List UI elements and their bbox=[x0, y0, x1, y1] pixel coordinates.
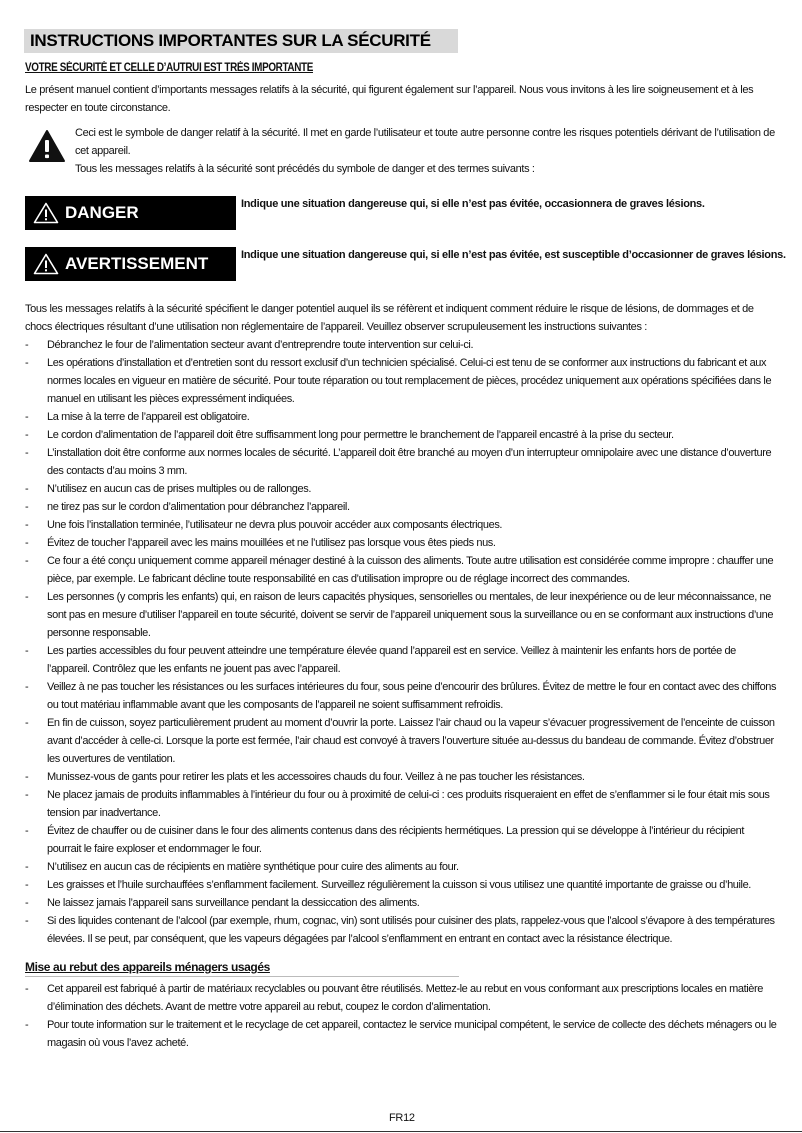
list-item-text: La mise à la terre de l’appareil est obligatoire. bbox=[47, 411, 250, 423]
symbol-explanation-line2: Tous les messages relatifs à la sécurité sont précédés du symbole de danger et des termes suivants : bbox=[75, 163, 535, 175]
list-item bbox=[25, 768, 780, 786]
list-dash: - bbox=[25, 897, 29, 909]
section-subtitle: VOTRE SÉCURITÉ ET CELLE D’AUTRUI EST TRÈS IMPORTANTE bbox=[25, 62, 313, 74]
list-item bbox=[25, 516, 780, 534]
list-dash: - bbox=[25, 429, 29, 441]
list-dash: - bbox=[25, 483, 29, 495]
list-item-text: En fin de cuisson, soyez particulièrement prudent au moment d’ouvrir la porte. Laissez l’air chaud ou la vapeur s’évacuer progressivement de l’enceinte de cuisson avant d’accéder à celle-ci. Lorsque la porte est fermée, l’air chaud est convoyé à travers l’ouverture située au-dessus du bandeau de commande. Évitez d’obstruer les ouvertures de ventilation. bbox=[47, 717, 775, 765]
safety-rules-list bbox=[25, 336, 780, 948]
disposal-heading: Mise au rebut des appareils ménagers usagés bbox=[25, 960, 270, 974]
list-item bbox=[25, 426, 780, 444]
list-dash: - bbox=[25, 537, 29, 549]
list-dash: - bbox=[25, 555, 29, 567]
danger-description: Indique une situation dangereuse qui, si elle n’est pas évitée, occasionnera de graves lésions. bbox=[241, 198, 705, 210]
list-item-text: N’utilisez en aucun cas de prises multiples ou de rallonges. bbox=[47, 483, 311, 495]
list-dash: - bbox=[25, 717, 29, 729]
list-item bbox=[25, 534, 780, 552]
warning-triangle-icon bbox=[28, 129, 66, 163]
disposal-rules-list bbox=[25, 980, 780, 1052]
list-item-text: Les personnes (y compris les enfants) qui, en raison de leurs capacités physiques, sensorielles ou mentales, de leur inexpérience ou de leur méconnaissance, ne sont pas en mesure d’utiliser l’appareil en toute sécurité, doivent se servir de l’appareil uniquement sous la surveillance ou en se conformant aux instructions d’une personne responsable. bbox=[47, 591, 774, 639]
list-item-text: Ne placez jamais de produits inflammables à l’intérieur du four ou à proximité de celui-ci : ces produits risqueraient en effet de s’enflammer si le four était mis sous tension par inadvertance. bbox=[47, 789, 770, 819]
list-item bbox=[25, 444, 780, 480]
warning-badge bbox=[25, 247, 236, 281]
list-item-text: Le cordon d’alimentation de l’appareil doit être suffisamment long pour permettre le branchement de l’appareil encastré à la prise du secteur. bbox=[47, 429, 674, 441]
list-dash: - bbox=[25, 771, 29, 783]
list-item bbox=[25, 858, 780, 876]
list-item bbox=[25, 822, 780, 858]
footer-divider bbox=[0, 1131, 802, 1132]
danger-label: DANGER bbox=[65, 203, 139, 222]
instructions-lead: Tous les messages relatifs à la sécurité spécifient le danger potentiel auquel ils se réfèrent et indiquent comment réduire le risque de lésions, de dommages et de chocs électriques résultant d’une utilisation non réglementaire de l’appareil. Veuillez observer scrupuleusement les instructions suivantes : bbox=[25, 303, 754, 333]
section-divider bbox=[25, 976, 459, 977]
list-item bbox=[25, 876, 780, 894]
list-item-text: ne tirez pas sur le cordon d’alimentation pour débranchez l’appareil. bbox=[47, 501, 350, 513]
symbol-explanation bbox=[75, 124, 785, 178]
warning-triangle-icon bbox=[33, 202, 59, 224]
list-item-text: Pour toute information sur le traitement et le recyclage de cet appareil, contactez le service municipal compétent, le service de collecte des déchets ménagers ou le magasin où vous l’avez acheté. bbox=[47, 1019, 777, 1049]
list-item-text: Munissez-vous de gants pour retirer les plats et les accessoires chauds du four. Veillez à ne pas toucher les résistances. bbox=[47, 771, 585, 783]
list-item-text: Ne laissez jamais l’appareil sans surveillance pendant la dessiccation des aliments. bbox=[47, 897, 420, 909]
list-item-text: Une fois l’installation terminée, l’utilisateur ne devra plus pouvoir accéder aux composants électriques. bbox=[47, 519, 503, 531]
list-item bbox=[25, 786, 780, 822]
list-dash: - bbox=[25, 501, 29, 513]
list-dash: - bbox=[25, 789, 29, 801]
list-dash: - bbox=[25, 411, 29, 423]
list-item bbox=[25, 498, 780, 516]
warning-description: Indique une situation dangereuse qui, si elle n’est pas évitée, est susceptible d’occasionner de graves lésions. bbox=[241, 249, 786, 261]
list-item-text: Les parties accessibles du four peuvent atteindre une température élevée quand l’appareil est en service. Veillez à maintenir les enfants hors de portée de l’appareil. Contrôlez que les enfants ne jouent pas avec l’appareil. bbox=[47, 645, 736, 675]
list-item-text: Les graisses et l’huile surchauffées s’enflamment facilement. Surveillez régulièrement la cuisson si vous utilisez une quantité importante de graisse ou d’huile. bbox=[47, 879, 751, 891]
list-item-text: Ce four a été conçu uniquement comme appareil ménager destiné à la cuisson des aliments. Toute autre utilisation est considérée comme impropre : chauffer une pièce, par exemple. Le fabricant décline toute responsabilité en cas d’utilisation impropre ou de réglage incorrect des commandes. bbox=[47, 555, 774, 585]
intro-paragraph: Le présent manuel contient d’importants messages relatifs à la sécurité, qui figurent également sur l’appareil. Nous vous invitons à les lire soigneusement et à les respecter en toute circonstance. bbox=[25, 84, 754, 114]
warning-triangle-icon bbox=[33, 253, 59, 275]
list-item bbox=[25, 714, 780, 768]
list-dash: - bbox=[25, 519, 29, 531]
list-item-text: Cet appareil est fabriqué à partir de matériaux recyclables ou pouvant être réutilisés. Mettez-le au rebut en vous conformant aux prescriptions locales en matière d’élimination des déchets. Avant de mettre votre appareil au rebut, coupez le cordon d’alimentation. bbox=[47, 983, 763, 1013]
list-item-text: Les opérations d’installation et d’entretien sont du ressort exclusif d’un technicien spécialisé. Celui-ci est tenu de se conformer aux instructions du fabricant et aux normes locales en vigueur en matière de sécurité. Pour toute réparation ou tout remplacement de pièces, procédez uniquement aux opérations spécifiées dans le manuel en utilisant les pièces expressément indiquées. bbox=[47, 357, 772, 405]
list-item-text: Débranchez le four de l’alimentation secteur avant d’entreprendre toute intervention sur celui-ci. bbox=[47, 339, 474, 351]
list-dash: - bbox=[25, 681, 29, 693]
list-item-text: L’installation doit être conforme aux normes locales de sécurité. L’appareil doit être branché au moyen d’un interrupteur omnipolaire avec une distance d’ouverture des contacts d’au moins 3 mm. bbox=[47, 447, 772, 477]
list-item bbox=[25, 408, 780, 426]
symbol-explanation-line1: Ceci est le symbole de danger relatif à la sécurité. Il met en garde l’utilisateur et toute autre personne contre les risques potentiels dérivant de l’utilisation de cet appareil. bbox=[75, 127, 775, 157]
list-item bbox=[25, 894, 780, 912]
list-dash: - bbox=[25, 339, 29, 351]
list-item-text: Si des liquides contenant de l’alcool (par exemple, rhum, cognac, vin) sont utilisés pour cuisiner des plats, rappelez-vous que l’alcool s’évapore à des températures élevées. Il se peut, par conséquent, que les vapeurs dégagées par l’alcool s’enflamment en entrant en contact avec la résistance électrique. bbox=[47, 915, 775, 945]
list-item-text: Évitez de toucher l’appareil avec les mains mouillées et ne l’utilisez pas lorsque vous êtes pieds nus. bbox=[47, 537, 496, 549]
list-dash: - bbox=[25, 1019, 29, 1031]
list-dash: - bbox=[25, 645, 29, 657]
danger-badge bbox=[25, 196, 236, 230]
list-dash: - bbox=[25, 879, 29, 891]
list-dash: - bbox=[25, 591, 29, 603]
list-item bbox=[25, 1016, 780, 1052]
list-item-text: Évitez de chauffer ou de cuisiner dans le four des aliments contenus dans des récipients hermétiques. La pression qui se développe à l’intérieur du récipient pourrait le faire exploser et endommager le four. bbox=[47, 825, 745, 855]
list-item bbox=[25, 912, 780, 948]
list-item bbox=[25, 552, 780, 588]
list-dash: - bbox=[25, 915, 29, 927]
list-dash: - bbox=[25, 447, 29, 459]
warning-label: AVERTISSEMENT bbox=[65, 254, 209, 273]
list-dash: - bbox=[25, 357, 29, 369]
list-dash: - bbox=[25, 861, 29, 873]
list-item bbox=[25, 678, 780, 714]
list-item-text: N’utilisez en aucun cas de récipients en matière synthétique pour cuire des aliments au four. bbox=[47, 861, 459, 873]
list-item bbox=[25, 642, 780, 678]
page-title: INSTRUCTIONS IMPORTANTES SUR LA SÉCURITÉ bbox=[24, 29, 458, 53]
list-item bbox=[25, 480, 780, 498]
list-item bbox=[25, 354, 780, 408]
list-dash: - bbox=[25, 983, 29, 995]
list-item bbox=[25, 588, 780, 642]
list-dash: - bbox=[25, 825, 29, 837]
list-item bbox=[25, 980, 780, 1016]
list-item-text: Veillez à ne pas toucher les résistances ou les surfaces intérieures du four, sous peine d’encourir des brûlures. Évitez de mettre le four en contact avec des chiffons ou tout matériau inflammable avant que les composants de l’appareil ne soient suffisamment refroidis. bbox=[47, 681, 777, 711]
list-item bbox=[25, 336, 780, 354]
page-number: FR12 bbox=[389, 1112, 415, 1124]
